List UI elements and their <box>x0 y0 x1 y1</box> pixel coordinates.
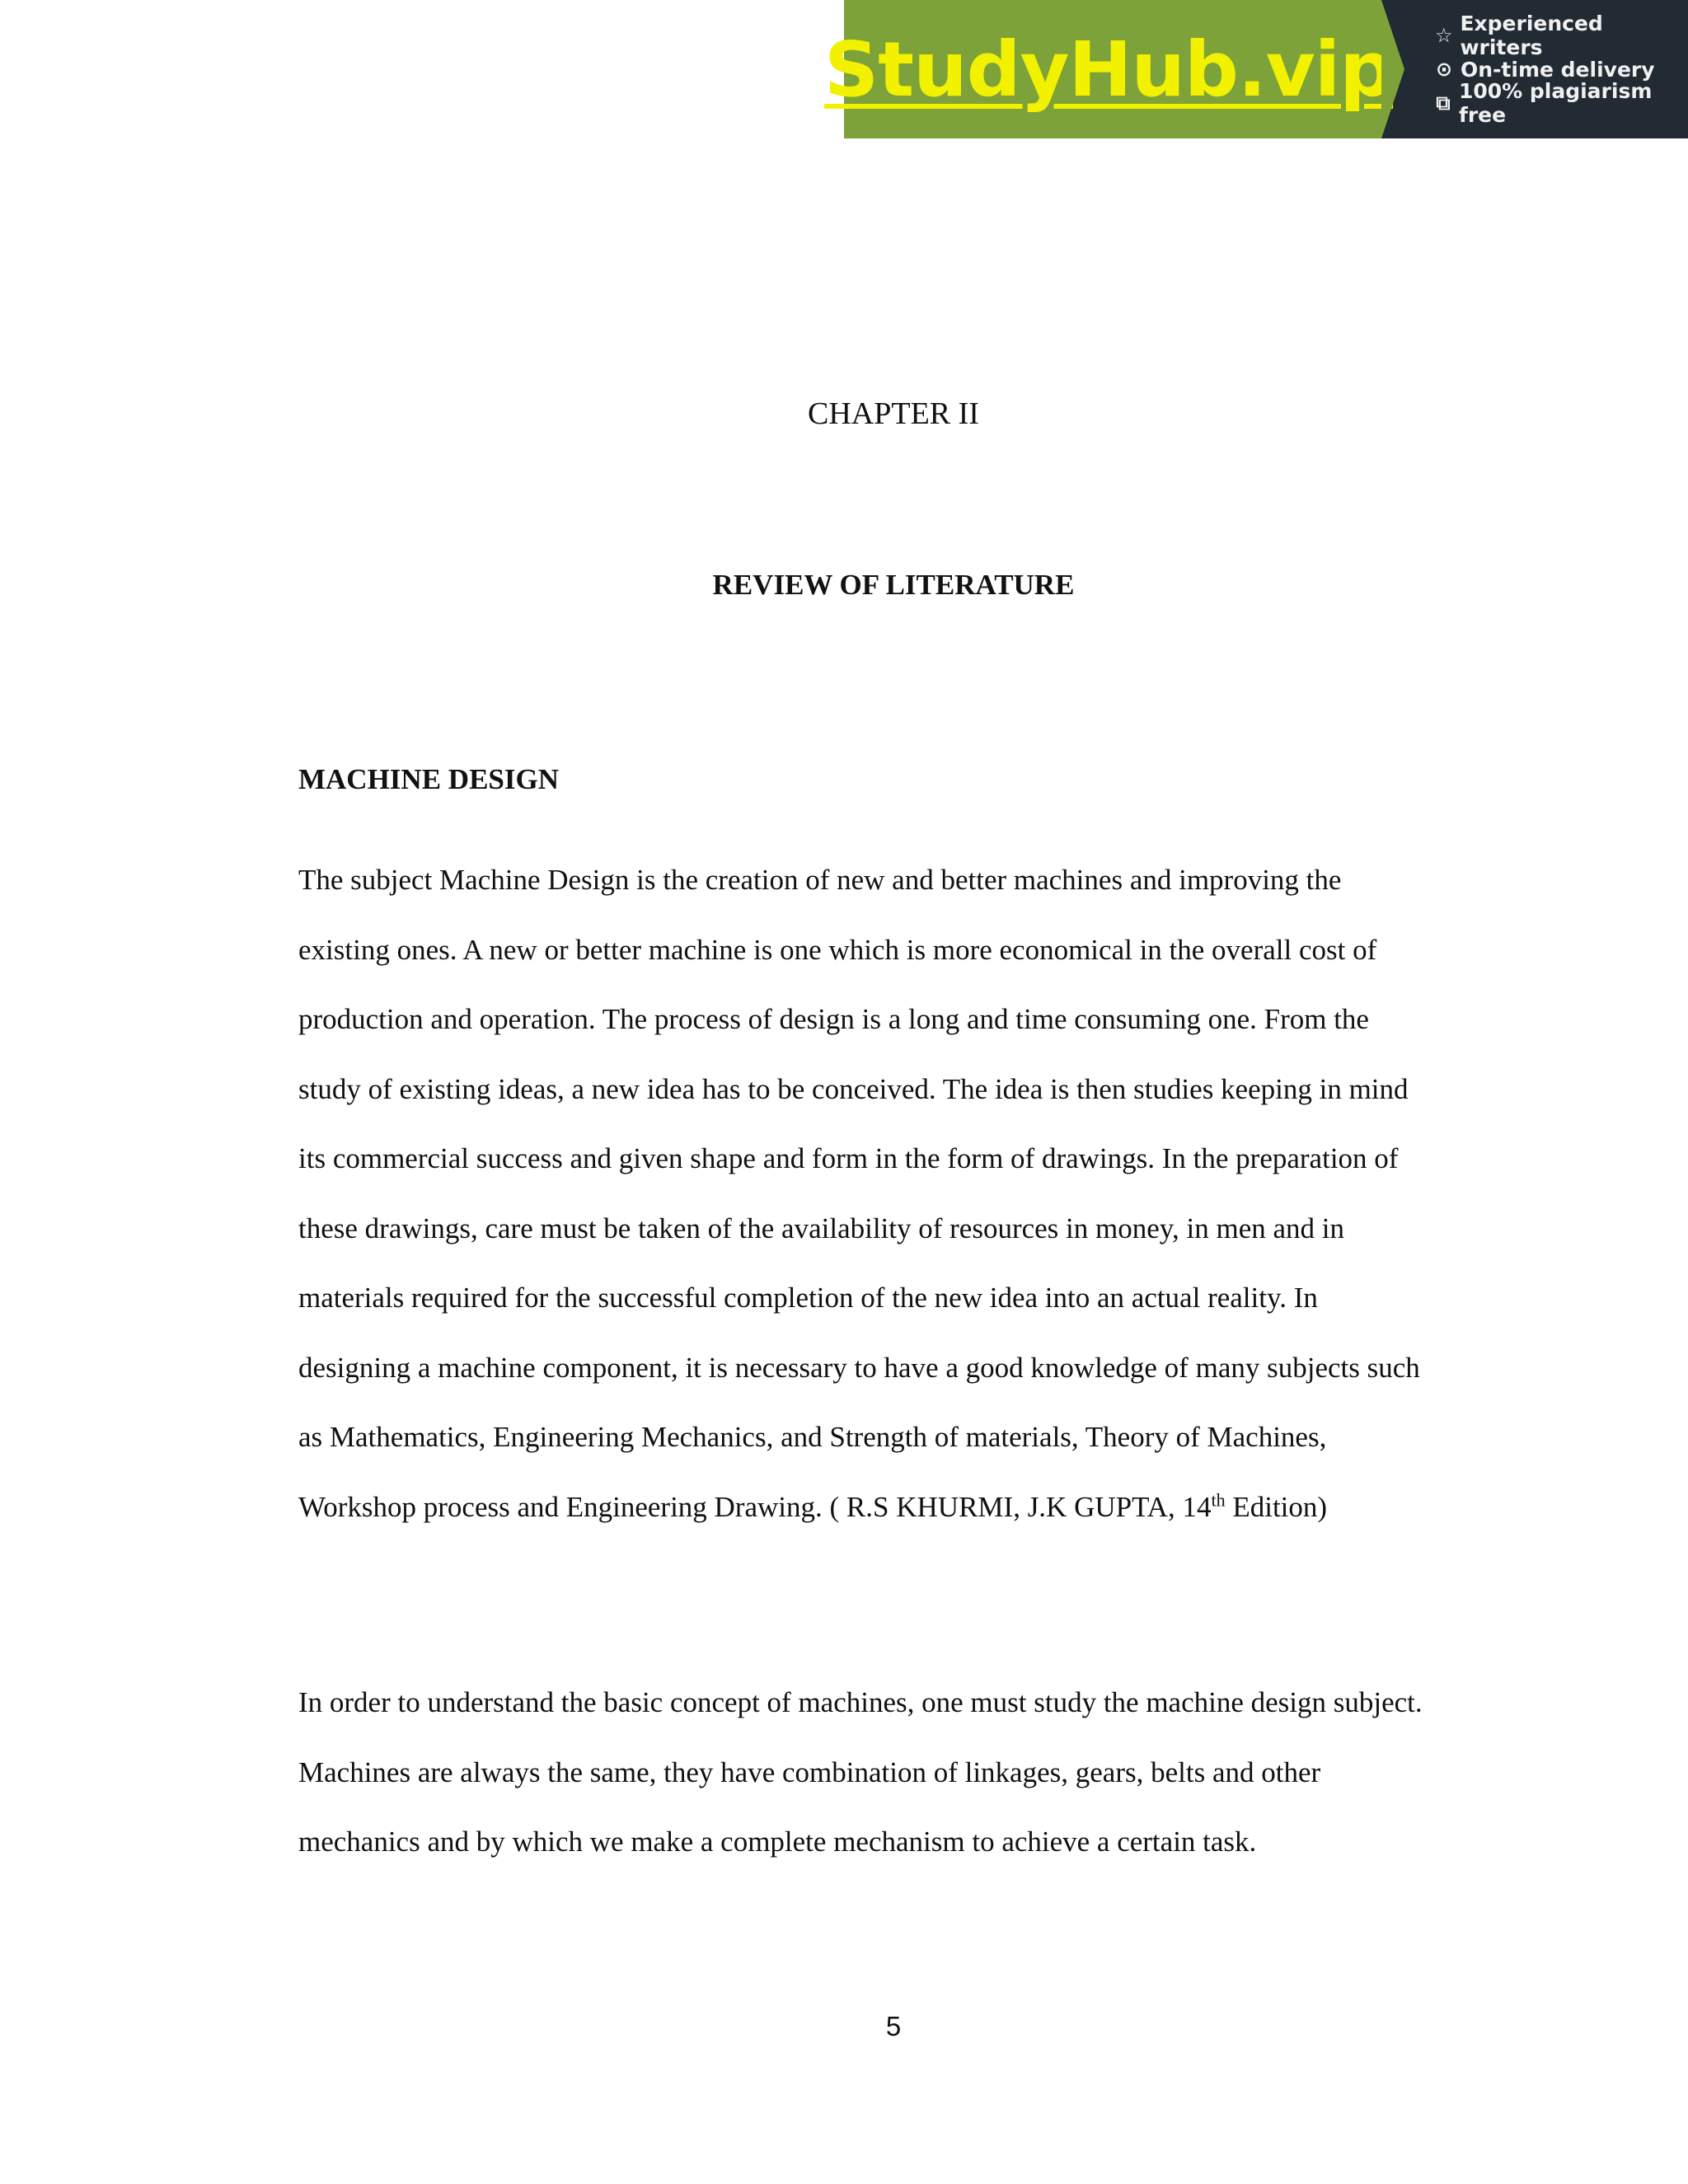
feature-list <box>1381 0 1688 138</box>
citation-suffix: Edition) <box>1225 1490 1328 1523</box>
text-line: designing a machine component, it is necessary to have a good knowledge of many subjects such <box>298 1351 1420 1384</box>
banner-arrow-shape <box>1381 0 1404 138</box>
feature-item <box>1432 12 1688 59</box>
text-line: The subject Machine Design is the creation of new and better machines and improving the <box>298 864 1342 896</box>
star-icon: ☆ <box>1434 24 1453 47</box>
paragraph-machine-design <box>298 846 1502 1542</box>
text-line: existing ones. A new or better machine is one which is more economical in the overall cost of <box>298 933 1377 966</box>
citation-line <box>298 1473 1502 1543</box>
feature-label: 100% plagiarism free <box>1458 79 1653 127</box>
text-line: these drawings, care must be taken of the availability of resources in money, in men and in <box>298 1212 1345 1244</box>
brand-logo[interactable] <box>823 0 1394 138</box>
text-line: its commercial success and given shape and form in the form of drawings. In the preparation of <box>298 1142 1399 1174</box>
edition-superscript: th <box>1211 1488 1226 1510</box>
studyhub-banner[interactable] <box>823 0 1688 138</box>
text-line: In order to understand the basic concept of machines, one must study the machine design subject. <box>298 1686 1423 1718</box>
page-number: 5 <box>885 2011 902 2041</box>
feature-item <box>1432 79 1688 127</box>
text-line: mechanics and by which we make a complete mechanism to achieve a certain task. <box>298 1825 1257 1858</box>
text-line: production and operation. The process of design is a long and time consuming one. From the <box>298 1003 1369 1035</box>
copy-icon: ⧉ <box>1436 91 1451 115</box>
text-line: materials required for the successful completion of the new idea into an actual reality. In <box>298 1282 1318 1314</box>
feature-label: On-time delivery <box>1461 57 1655 82</box>
text-line: Machines are always the same, they have combination of linkages, gears, belts and other <box>298 1755 1321 1788</box>
text-line: study of existing ideas, a new idea has to be conceived. The idea is then studies keeping in mind <box>298 1072 1409 1105</box>
paragraph-machine-concept <box>298 1668 1502 1877</box>
chapter-label: CHAPTER II <box>808 396 979 431</box>
text-line: as Mathematics, Engineering Mechanics, and Strength of materials, Theory of Machines, <box>298 1421 1327 1453</box>
page-title: REVIEW OF LITERATURE <box>712 569 1075 601</box>
brand-name: StudyHub.vip <box>823 25 1394 114</box>
section-heading: MACHINE DESIGN <box>298 763 560 795</box>
citation-text: Workshop process and Engineering Drawing. ( R.S KHURMI, J.K GUPTA, 14 <box>298 1490 1212 1523</box>
feature-label: Experienced writers <box>1460 12 1603 59</box>
clock-icon: ⊙ <box>1435 58 1453 81</box>
